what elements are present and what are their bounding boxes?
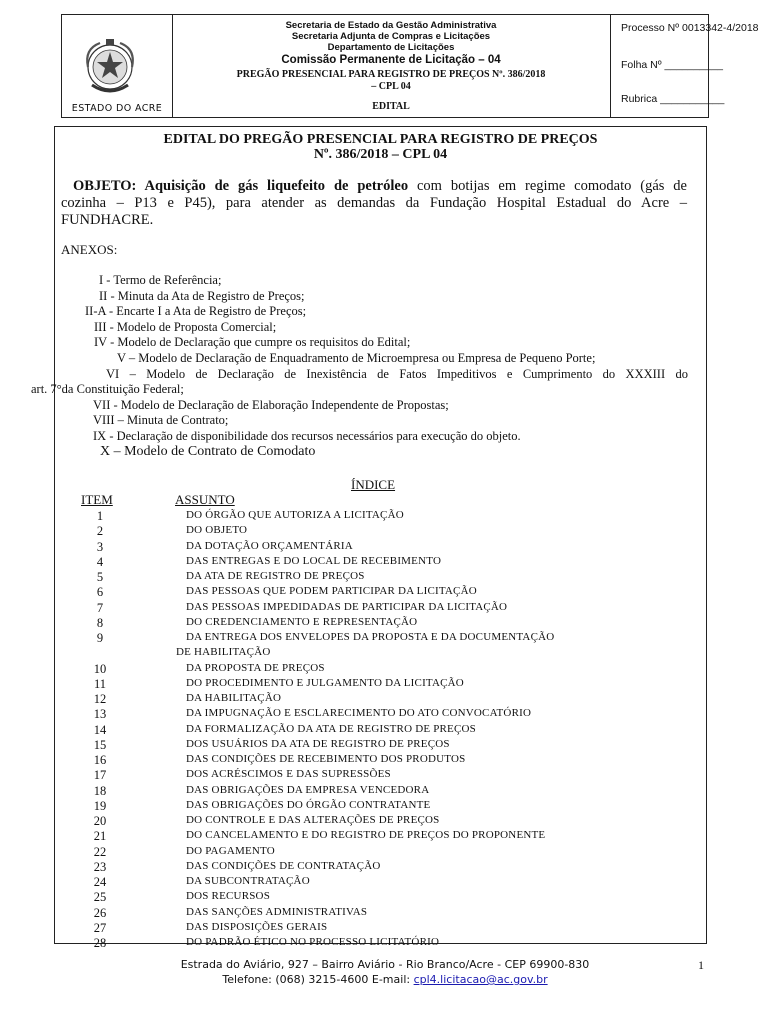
indice-row (81, 906, 681, 921)
indice-item-subject: DAS OBRIGAÇÕES DA EMPRESA VENCEDORA (186, 783, 430, 796)
indice-item-subject: DA IMPUGNAÇÃO E ESCLARECIMENTO DO ATO CONVOCATÓRIO (186, 707, 532, 720)
indice-item-number: 8 (96, 615, 104, 630)
indice-item-number: 26 (93, 905, 107, 920)
edital-title-line2: Nº. 386/2018 – CPL 04 (313, 147, 448, 162)
anexo-item: I - Termo de Referência; (99, 273, 222, 287)
header-titles (172, 15, 611, 117)
indice-row (81, 784, 681, 799)
header-line-secretaria: Secretaria de Estado da Gestão Administrativa (285, 20, 497, 31)
indice-item-number: 14 (93, 722, 107, 737)
indice-item-number: 5 (96, 570, 104, 584)
header-line-departamento: Departamento de Licitações (327, 42, 455, 53)
indice-row (81, 585, 681, 600)
header-line-secretaria-adjunta: Secretaria Adjunta de Compras e Licitações (291, 31, 491, 42)
indice-item-number: 19 (93, 798, 107, 813)
indice-item-subject: DE HABILITAÇÃO (176, 646, 271, 659)
indice-row (81, 814, 681, 829)
indice-row (81, 692, 681, 707)
indice-item-subject: DAS PESSOAS QUE PODEM PARTICIPAR DA LICITAÇÃO (186, 585, 477, 598)
indice-item-number: 27 (93, 920, 107, 935)
edital-content-box (31, 126, 707, 950)
anexo-item: III - Modelo de Proposta Comercial; (94, 320, 277, 334)
indice-item-number: 18 (93, 783, 107, 798)
indice-item-subject: DO ÓRGÃO QUE AUTORIZA A LICITAÇÃO (186, 509, 404, 521)
anexo-item: II - Minuta da Ata de Registro de Preços; (99, 289, 305, 303)
indice-item-number: 7 (96, 600, 104, 615)
indice-item-subject: DAS DISPOSIÇÕES GERAIS (186, 920, 328, 933)
indice-item-number: 9 (96, 631, 104, 645)
indice-item-number: 4 (96, 554, 104, 569)
indice-row (81, 875, 681, 890)
indice-row (81, 707, 681, 722)
indice-item-subject: DO CANCELAMENTO E DO REGISTRO DE PREÇOS DO PROPONENTE (186, 829, 546, 842)
objeto-line1 (73, 178, 687, 195)
indice-row (81, 753, 681, 768)
indice-row (81, 616, 681, 631)
anexo-item: II-A - Encarte I a Ata de Registro de Preços; (85, 304, 307, 318)
indice-row (81, 601, 681, 616)
header-process-info (611, 15, 759, 117)
indice-item-subject: DAS PESSOAS IMPEDIDADAS DE PARTICIPAR DA LICITAÇÃO (186, 600, 508, 613)
indice-row (81, 555, 681, 570)
indice-row (81, 677, 681, 692)
anexo-item: V – Modelo de Declaração de Enquadramento de Microempresa ou Empresa de Pequeno Porte; (117, 351, 596, 365)
objeto-line1-rest: com botijas em regime comodato (gás de (416, 178, 687, 194)
indice-item-number: 10 (93, 661, 107, 676)
indice-item-subject: DO PADRÃO ÉTICO NO PROCESSO LICITATÓRIO (186, 936, 440, 948)
processo-number: Processo Nº 0013342-4/2018 (621, 22, 759, 34)
anexo-item: IX - Declaração de disponibilidade dos recursos necessários para execução do objeto. (93, 429, 521, 443)
indice-item-number: 25 (93, 890, 107, 905)
header-line-comissao: Comissão Permanente de Licitação – 04 (281, 54, 501, 66)
indice-row (81, 845, 681, 860)
indice-item-number: 3 (96, 539, 104, 554)
indice-col-assunto: ASSUNTO (175, 492, 235, 507)
indice-item-number: 11 (93, 676, 107, 691)
indice-row (81, 723, 681, 738)
indice-row (81, 829, 681, 844)
indice-item-number: 23 (93, 859, 107, 874)
indice-item-subject: DOS ACRÉSCIMOS E DAS SUPRESSÕES (186, 768, 391, 781)
indice-item-number: 21 (93, 829, 107, 844)
footer-email-link[interactable]: cpl4.licitacao@ac.gov.br (413, 973, 548, 986)
indice-item-subject: DOS RECURSOS (186, 890, 271, 903)
anexo-item: X – Modelo de Contrato de Comodato (100, 444, 316, 459)
indice-item-number: 2 (96, 524, 104, 539)
indice-item-subject: DO CONTROLE E DAS ALTERAÇÕES DE PREÇOS (186, 814, 440, 826)
indice-col-item: ITEM (81, 492, 113, 507)
indice-row (81, 646, 681, 661)
indice-item-subject: DA DOTAÇÃO ORÇAMENTÁRIA (186, 539, 353, 552)
document-header (61, 14, 759, 118)
edital-title-line1: EDITAL DO PREGÃO PRESENCIAL PARA REGISTRO DE PREÇOS (163, 132, 598, 147)
header-line-pregao: PREGÃO PRESENCIAL PARA REGISTRO DE PREÇOS Nº. 386/2018 (236, 69, 546, 80)
indice-item-subject: DAS OBRIGAÇÕES DO ÓRGÃO CONTRATANTE (186, 798, 431, 811)
folha-field: Folha Nº __________ (621, 59, 723, 71)
indice-row (81, 799, 681, 814)
rubrica-field: Rubrica ___________ (621, 93, 725, 105)
indice-row (81, 540, 681, 555)
state-seal-icon (80, 37, 140, 99)
anexo-item: VI – Modelo de Declaração de Inexistência de Fatos Impeditivos e Cumprimento do XXXIII do (106, 367, 688, 381)
indice-row (81, 890, 681, 905)
indice-item-subject: DO PROCEDIMENTO E JULGAMENTO DA LICITAÇÃO (186, 676, 464, 689)
indice-item-number: 1 (96, 509, 104, 523)
anexos-heading: ANEXOS: (61, 242, 118, 257)
footer-phone: Telefone: (068) 3215-4600 E-mail: (222, 973, 414, 986)
indice-item-subject: DOS USUÁRIOS DA ATA DE REGISTRO DE PREÇOS (186, 737, 450, 750)
footer-address: Estrada do Aviário, 927 – Bairro Aviário - Rio Branco/Acre - CEP 69900-830 (180, 958, 590, 971)
seal-caption: ESTADO DO ACRE (71, 103, 163, 114)
indice-item-subject: DAS CONDIÇÕES DE CONTRATAÇÃO (186, 859, 381, 872)
indice-row (81, 768, 681, 783)
indice-item-subject: DO PAGAMENTO (186, 844, 275, 857)
indice-item-subject: DA SUBCONTRATAÇÃO (186, 875, 310, 887)
indice-item-subject: DA FORMALIZAÇÃO DA ATA DE REGISTRO DE PREÇOS (186, 722, 476, 735)
footer-contact (0, 973, 770, 986)
objeto-label: OBJETO: Aquisição de gás liquefeito de petróleo (73, 178, 409, 194)
indice-item-number: 22 (93, 844, 107, 859)
anexo-item: VIII – Minuta de Contrato; (93, 413, 229, 427)
indice-item-number: 20 (93, 814, 107, 828)
indice-row (81, 860, 681, 875)
indice-row (81, 524, 681, 539)
header-line-cpl: – CPL 04 (371, 81, 411, 92)
indice-item-number: 17 (93, 768, 107, 783)
header-line-edital: EDITAL (372, 101, 410, 112)
objeto-line3: FUNDHACRE. (61, 212, 154, 228)
indice-row (81, 631, 681, 646)
indice-item-number: 15 (93, 737, 107, 752)
indice-row (81, 738, 681, 753)
indice-item-subject: DO CREDENCIAMENTO E REPRESENTAÇÃO (186, 615, 418, 628)
anexo-item-continuation: art. 7°da Constituição Federal; (31, 382, 184, 396)
objeto-line2: cozinha – P13 e P45), para atender as demandas da Fundação Hospital Estadual do Acre – (61, 195, 687, 211)
indice-item-number: 13 (93, 707, 107, 722)
indice-item-subject: DAS CONDIÇÕES DE RECEBIMENTO DOS PRODUTOS (186, 753, 466, 765)
indice-item-subject: DA ATA DE REGISTRO DE PREÇOS (186, 570, 365, 582)
indice-row (81, 662, 681, 677)
seal-cell (62, 15, 173, 117)
indice-item-subject: DAS ENTREGAS E DO LOCAL DE RECEBIMENTO (186, 554, 442, 567)
indice-item-number: 16 (93, 753, 107, 767)
indice-item-number: 24 (93, 875, 107, 889)
indice-item-number: 28 (93, 936, 107, 950)
indice-item-subject: DA HABILITAÇÃO (186, 692, 282, 704)
indice-item-subject: DAS SANÇÕES ADMINISTRATIVAS (186, 905, 368, 918)
indice-row (81, 921, 681, 936)
indice-item-number: 6 (96, 585, 104, 600)
page-number: 1 (698, 958, 704, 972)
indice-item-number: 12 (93, 692, 107, 706)
indice-row (81, 936, 681, 951)
indice-item-subject: DA PROPOSTA DE PREÇOS (186, 661, 325, 674)
indice-item-subject: DO OBJETO (186, 524, 248, 537)
anexo-item: VII - Modelo de Declaração de Elaboração Independente de Propostas; (93, 398, 449, 412)
indice-item-subject: DA ENTREGA DOS ENVELOPES DA PROPOSTA E DA DOCUMENTAÇÃO (186, 631, 555, 643)
indice-heading: ÍNDICE (351, 477, 396, 492)
indice-row (81, 570, 681, 585)
anexo-item: IV - Modelo de Declaração que cumpre os requisitos do Edital; (94, 335, 411, 349)
indice-row (81, 509, 681, 524)
